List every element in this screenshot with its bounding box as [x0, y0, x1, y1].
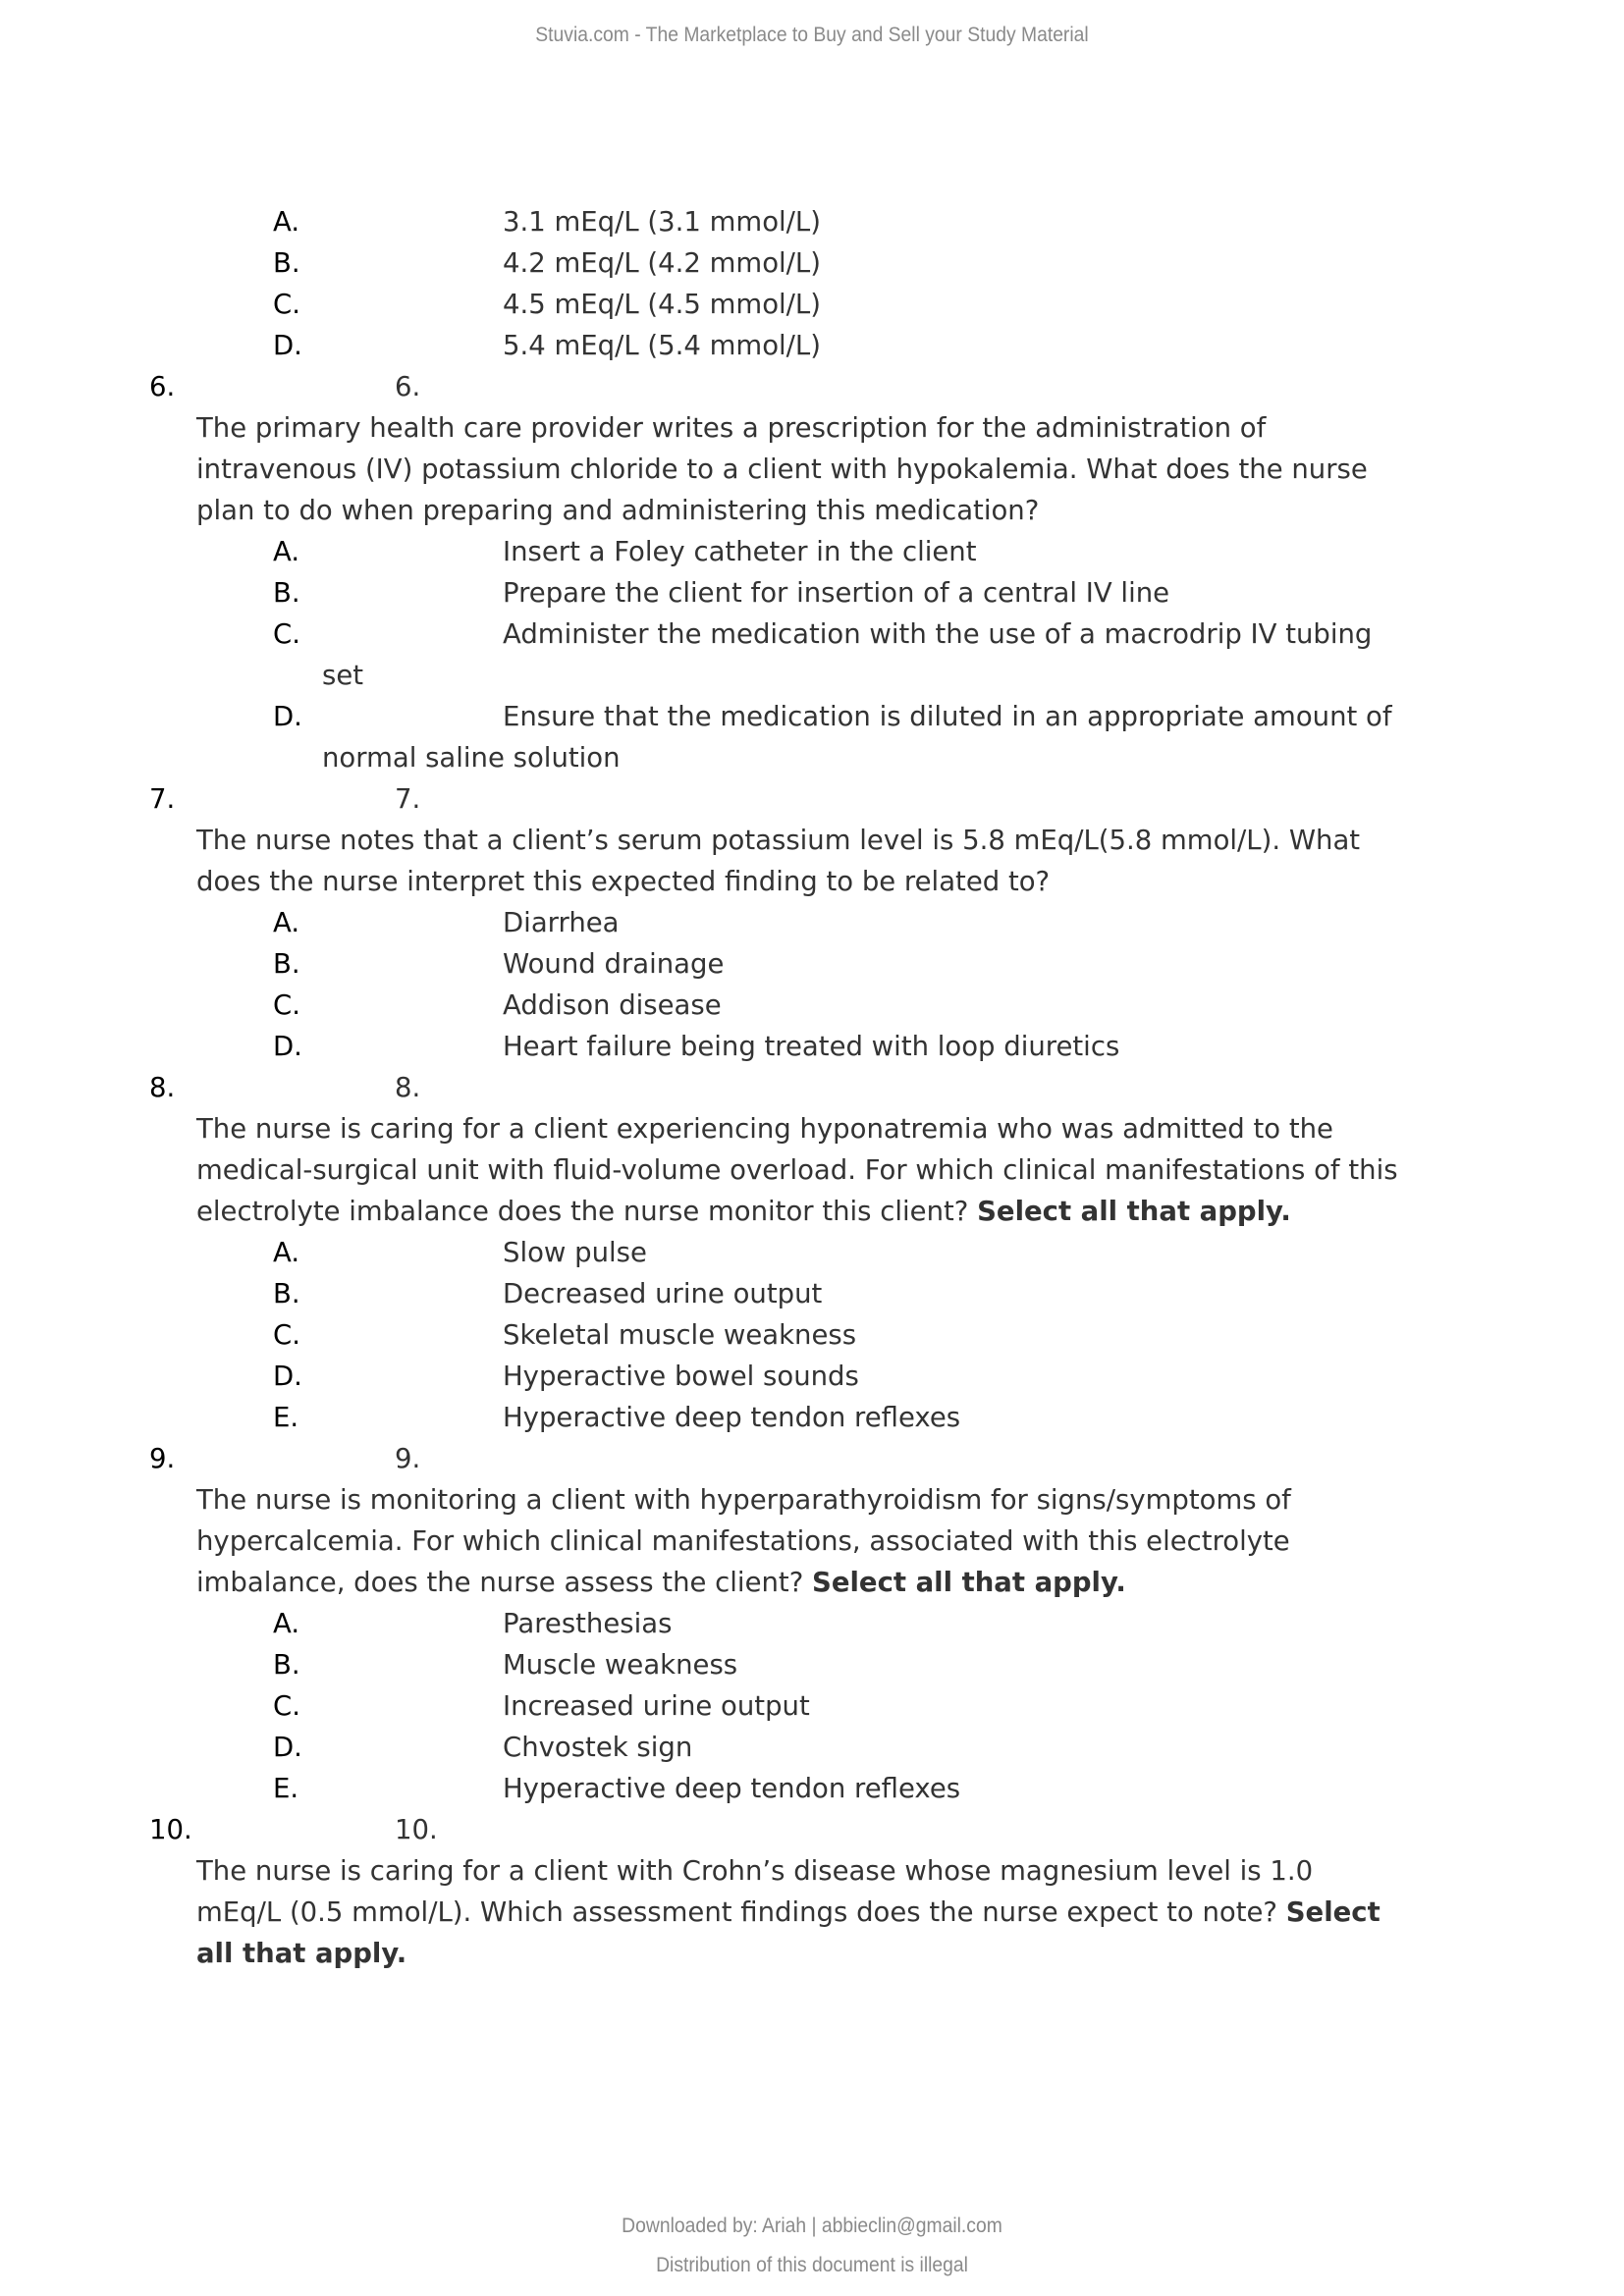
option-row — [0, 1727, 1624, 1768]
question-text — [196, 1191, 1291, 1232]
option-letter: A. — [273, 206, 300, 238]
option-letter: B. — [273, 577, 300, 609]
download-notice: Downloaded by: Ariah | abbieclin@gmail.com — [622, 2215, 1002, 2237]
option-text-cont: set — [322, 660, 364, 691]
option-text: Slow pulse — [503, 1237, 647, 1268]
question-number-row — [0, 1438, 1624, 1479]
question-text-line — [0, 820, 1624, 861]
option-row — [0, 696, 1624, 737]
option-row — [0, 943, 1624, 985]
select-all-instruction: Select — [1285, 1896, 1380, 1928]
question-number-row — [0, 1067, 1624, 1108]
option-text: 4.5 mEq/L (4.5 mmol/L) — [503, 289, 821, 320]
question-text: The nurse is monitoring a client with hyperparathyroidism for signs/symptoms of — [196, 1484, 1291, 1516]
option-row — [0, 1685, 1624, 1727]
question-text-line — [0, 490, 1624, 531]
option-letter: C. — [273, 1319, 300, 1351]
option-letter: B. — [273, 1278, 300, 1309]
question-number-inner: 10. — [395, 1814, 438, 1845]
option-row — [0, 242, 1624, 284]
option-text: Prepare the client for insertion of a central IV line — [503, 577, 1170, 609]
option-row — [0, 284, 1624, 325]
option-row — [0, 1273, 1624, 1314]
option-text: Hyperactive bowel sounds — [503, 1361, 859, 1392]
question-text — [196, 1562, 1126, 1603]
option-letter: C. — [273, 289, 300, 320]
question-text-line — [0, 1892, 1624, 1933]
option-letter: E. — [273, 1773, 299, 1804]
distribution-notice: Distribution of this document is illegal — [656, 2254, 968, 2276]
option-letter: D. — [273, 330, 302, 361]
select-all-instruction: all that apply. — [196, 1938, 407, 1969]
option-letter: D. — [273, 1031, 302, 1062]
option-row — [0, 201, 1624, 242]
option-text: Insert a Foley catheter in the client — [503, 536, 977, 567]
question-number: 8. — [149, 1072, 176, 1103]
question-text-part: mEq/L (0.5 mmol/L). Which assessment findings does the nurse expect to note? — [196, 1896, 1286, 1928]
question-number-inner: 8. — [395, 1072, 421, 1103]
option-continuation — [0, 737, 1624, 778]
option-text: Hyperactive deep tendon reflexes — [503, 1402, 961, 1433]
question-number: 10. — [149, 1814, 192, 1845]
question-text: does the nurse interpret this expected finding to be related to? — [196, 866, 1051, 897]
option-row — [0, 614, 1624, 655]
question-text-part: imbalance, does the nurse assess the client? — [196, 1567, 813, 1598]
option-text: Muscle weakness — [503, 1649, 738, 1681]
option-text-cont: normal saline solution — [322, 742, 621, 774]
option-row — [0, 1232, 1624, 1273]
option-letter: A. — [273, 536, 300, 567]
question-text: The primary health care provider writes a prescription for the administration of — [196, 412, 1267, 444]
question-text-line — [0, 861, 1624, 902]
option-text: Diarrhea — [503, 907, 620, 938]
option-continuation — [0, 655, 1624, 696]
option-letter: B. — [273, 948, 300, 980]
option-row — [0, 572, 1624, 614]
option-text: Skeletal muscle weakness — [503, 1319, 857, 1351]
option-row — [0, 902, 1624, 943]
question-text — [196, 1892, 1380, 1933]
option-text: Addison disease — [503, 989, 722, 1021]
question-text-line — [0, 1479, 1624, 1521]
option-row — [0, 531, 1624, 572]
option-letter: D. — [273, 1732, 302, 1763]
option-letter: C. — [273, 618, 300, 650]
option-row — [0, 1644, 1624, 1685]
question-text: hypercalcemia. For which clinical manifestations, associated with this electrolyte — [196, 1525, 1290, 1557]
question-text-part: electrolyte imbalance does the nurse monitor this client? — [196, 1196, 978, 1227]
question-text-line — [0, 1149, 1624, 1191]
option-text: Wound drainage — [503, 948, 725, 980]
option-text: 3.1 mEq/L (3.1 mmol/L) — [503, 206, 821, 238]
option-letter: A. — [273, 1608, 300, 1639]
question-text-line — [0, 1562, 1624, 1603]
question-number-inner: 9. — [395, 1443, 421, 1474]
question-text: plan to do when preparing and administering this medication? — [196, 495, 1040, 526]
option-letter: E. — [273, 1402, 299, 1433]
option-text: Administer the medication with the use of a macrodrip IV tubing — [503, 618, 1373, 650]
question-number-row — [0, 778, 1624, 820]
option-text: Heart failure being treated with loop diuretics — [503, 1031, 1120, 1062]
option-row — [0, 1314, 1624, 1356]
option-row — [0, 325, 1624, 366]
option-letter: B. — [273, 1649, 300, 1681]
select-all-instruction: Select all that apply. — [812, 1567, 1126, 1598]
option-text: Increased urine output — [503, 1690, 810, 1722]
option-row — [0, 985, 1624, 1026]
question-number: 7. — [149, 783, 176, 815]
question-text-line — [0, 1850, 1624, 1892]
option-letter: C. — [273, 1690, 300, 1722]
question-text: intravenous (IV) potassium chloride to a client with hypokalemia. What does the nurse — [196, 454, 1368, 485]
question-number-row — [0, 366, 1624, 407]
document-body — [0, 201, 1624, 1974]
option-row — [0, 1603, 1624, 1644]
option-letter: D. — [273, 1361, 302, 1392]
question-text: The nurse is caring for a client with Crohn’s disease whose magnesium level is 1.0 — [196, 1855, 1314, 1887]
question-number-row — [0, 1809, 1624, 1850]
option-text: Ensure that the medication is diluted in an appropriate amount of — [503, 701, 1392, 732]
question-text-line — [0, 1521, 1624, 1562]
question-text-line — [0, 1933, 1624, 1974]
page-header: Stuvia.com - The Marketplace to Buy and Sell your Study Material — [535, 24, 1089, 46]
option-text: Chvostek sign — [503, 1732, 693, 1763]
option-text: 5.4 mEq/L (5.4 mmol/L) — [503, 330, 821, 361]
option-letter: B. — [273, 247, 300, 279]
question-text: medical-surgical unit with fluid-volume overload. For which clinical manifestations of this — [196, 1154, 1398, 1186]
option-letter: A. — [273, 907, 300, 938]
question-text-line — [0, 1191, 1624, 1232]
question-number-inner: 6. — [395, 371, 421, 402]
question-text-line — [0, 1108, 1624, 1149]
question-number: 9. — [149, 1443, 176, 1474]
question-text — [196, 1933, 406, 1974]
option-letter: C. — [273, 989, 300, 1021]
option-row — [0, 1397, 1624, 1438]
question-text-line — [0, 449, 1624, 490]
option-row — [0, 1026, 1624, 1067]
option-row — [0, 1356, 1624, 1397]
option-text: 4.2 mEq/L (4.2 mmol/L) — [503, 247, 821, 279]
option-text: Decreased urine output — [503, 1278, 823, 1309]
option-text: Paresthesias — [503, 1608, 673, 1639]
question-text: The nurse notes that a client’s serum potassium level is 5.8 mEq/L(5.8 mmol/L). What — [196, 825, 1361, 856]
option-text: Hyperactive deep tendon reflexes — [503, 1773, 961, 1804]
option-row — [0, 1768, 1624, 1809]
option-letter: A. — [273, 1237, 300, 1268]
question-text-line — [0, 407, 1624, 449]
question-number-inner: 7. — [395, 783, 421, 815]
question-number: 6. — [149, 371, 176, 402]
option-letter: D. — [273, 701, 302, 732]
select-all-instruction: Select all that apply. — [977, 1196, 1291, 1227]
question-text: The nurse is caring for a client experiencing hyponatremia who was admitted to the — [196, 1113, 1333, 1145]
